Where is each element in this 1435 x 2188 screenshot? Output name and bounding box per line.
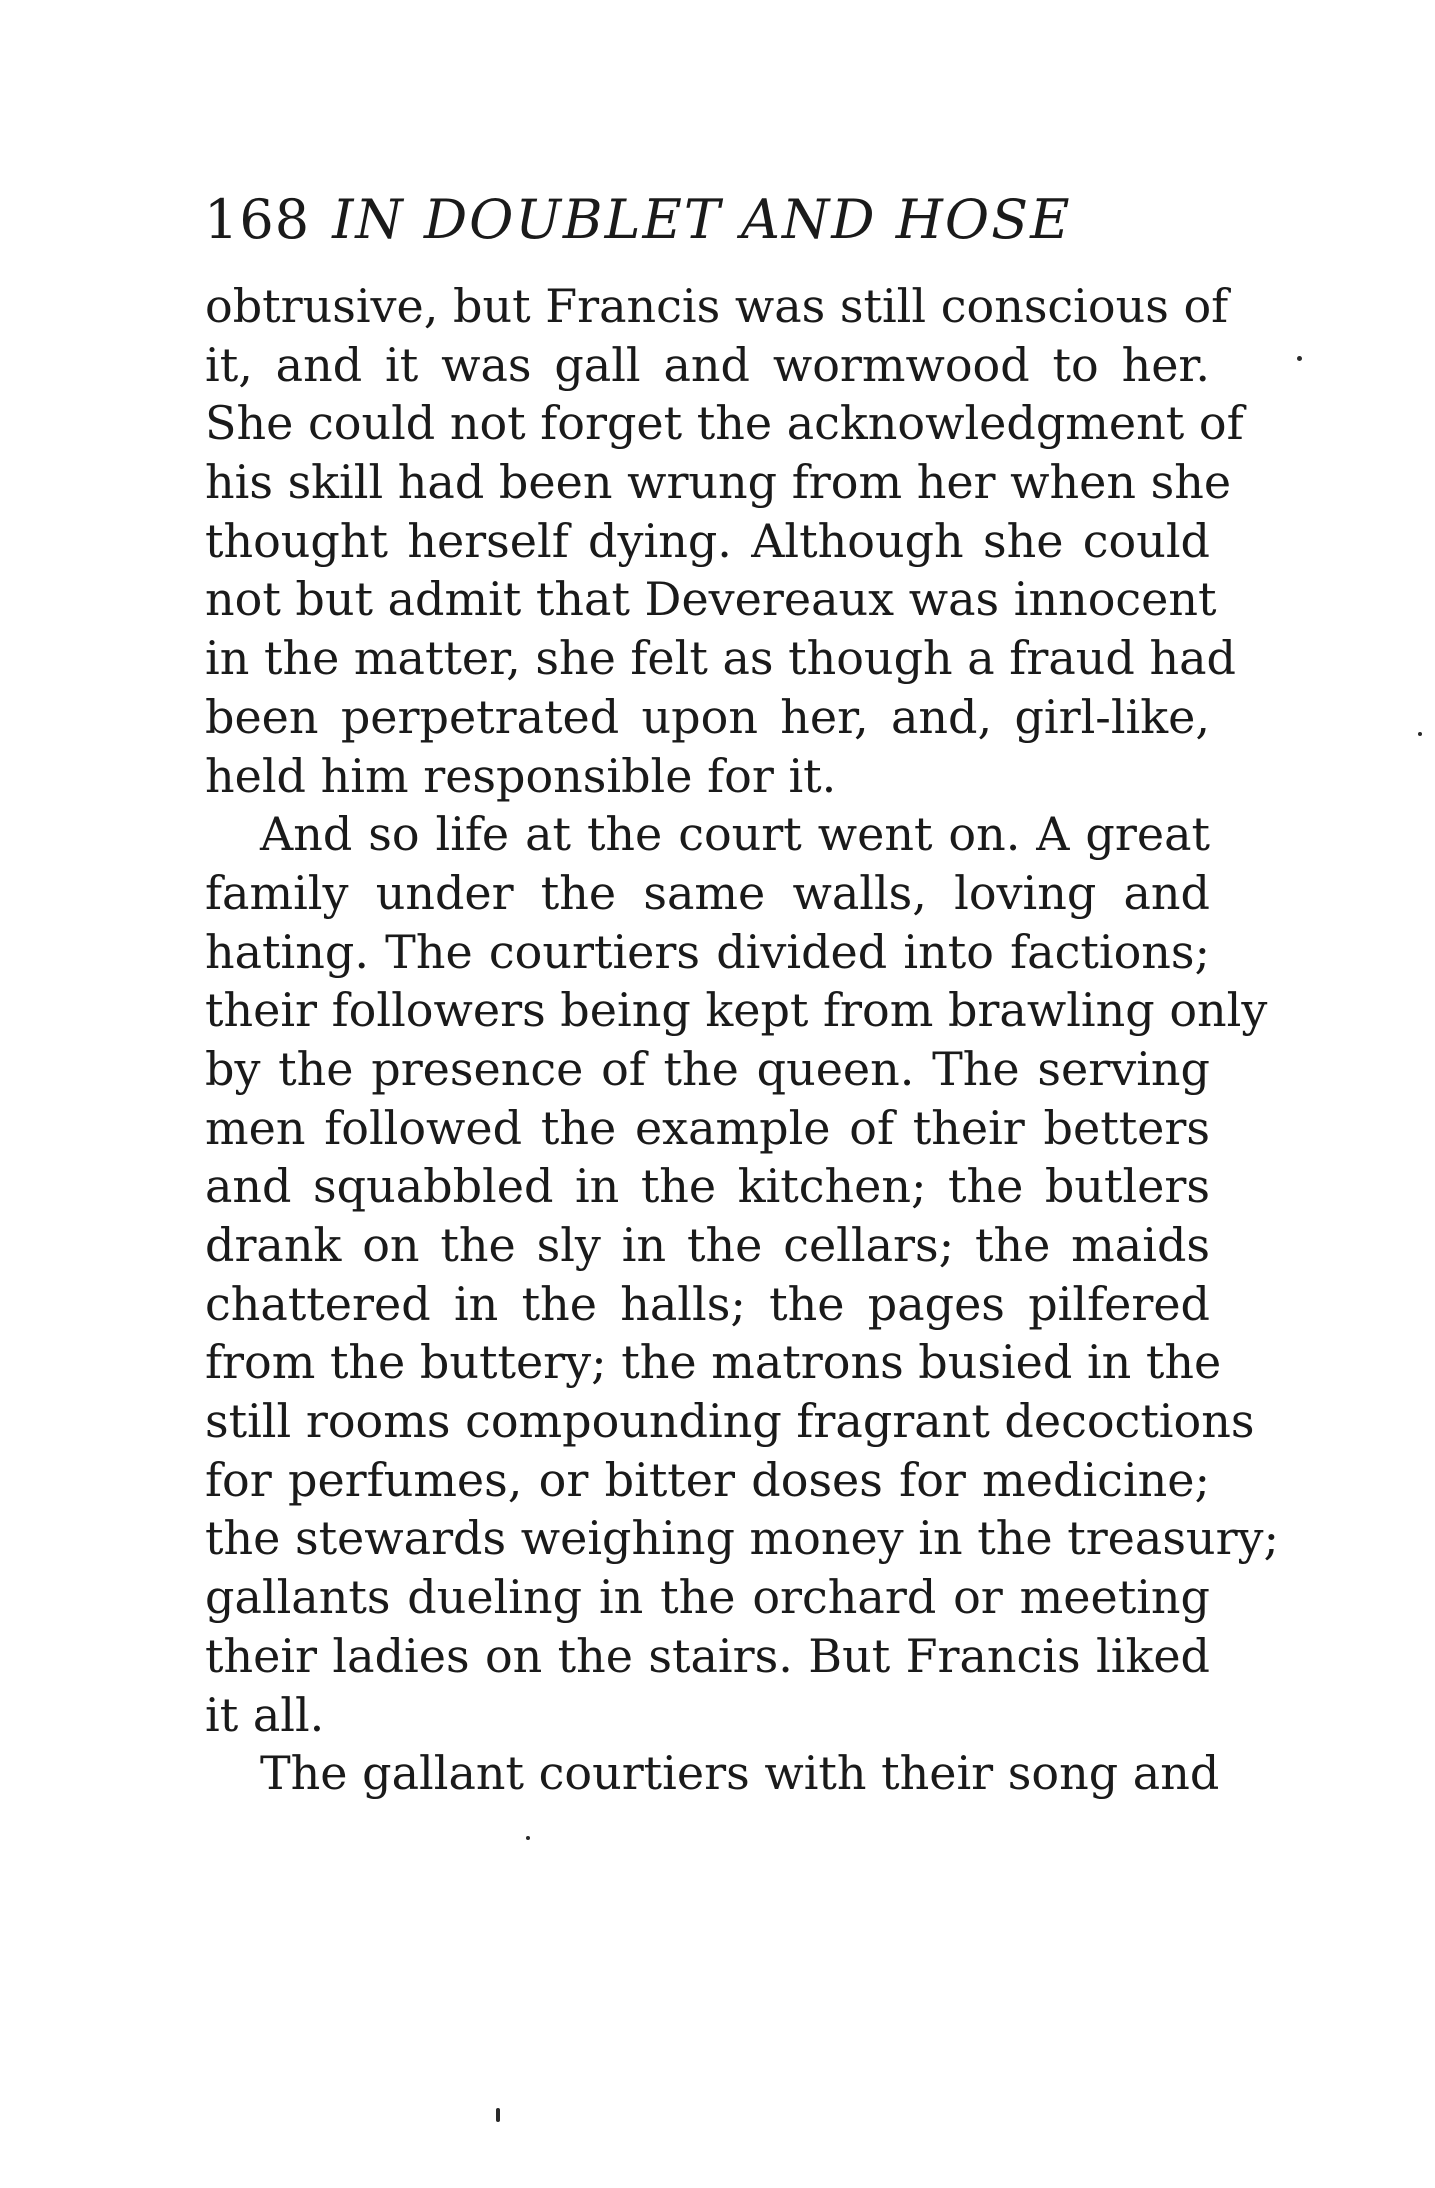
- scan-speck: [526, 1836, 530, 1840]
- text-line: for perfumes, or bitter doses for medicine;: [205, 1452, 1210, 1507]
- text-line: been perpetrated upon her, and, girl-like,: [205, 689, 1210, 744]
- running-title: IN DOUBLET AND HOSE: [332, 188, 1072, 251]
- text-line: in the matter, she felt as though a fraud had: [205, 631, 1236, 686]
- text-line: their followers being kept from brawling only: [205, 983, 1268, 1038]
- text-line: their ladies on the stairs. But Francis liked: [205, 1628, 1210, 1683]
- text-line: held him responsible for it.: [205, 748, 837, 803]
- text-line: the stewards weighing money in the treasury;: [205, 1511, 1280, 1566]
- page-header: [204, 180, 1204, 260]
- text-line: chattered in the halls; the pages pilfered: [205, 1276, 1210, 1331]
- text-line: it all.: [205, 1687, 325, 1742]
- text-line: The gallant courtiers with their song and: [260, 1746, 1220, 1801]
- text-line: thought herself dying. Although she could: [205, 513, 1210, 568]
- text-line: it, and it was gall and wormwood to her.: [205, 337, 1210, 392]
- body-text: [205, 277, 1280, 1803]
- text-line: his skill had been wrung from her when she: [205, 455, 1232, 510]
- text-line: and squabbled in the kitchen; the butlers: [205, 1159, 1210, 1214]
- text-line: gallants dueling in the orchard or meeting: [205, 1570, 1210, 1625]
- text-line: still rooms compounding fragrant decoctions: [205, 1394, 1255, 1449]
- text-line: by the presence of the queen. The serving: [205, 1041, 1210, 1096]
- text-line: family under the same walls, loving and: [205, 865, 1210, 920]
- text-line: not but admit that Devereaux was innocent: [205, 572, 1217, 627]
- page-number: 168: [204, 188, 311, 251]
- scan-speck: [496, 2108, 500, 2122]
- text-line: obtrusive, but Francis was still conscious of: [205, 279, 1229, 333]
- text-line: And so life at the court went on. A great: [260, 807, 1210, 862]
- text-line: hating. The courtiers divided into factions;: [205, 924, 1210, 979]
- text-line: She could not forget the acknowledgment of: [205, 396, 1244, 451]
- scan-speck: [1297, 356, 1302, 361]
- text-line: from the buttery; the matrons busied in the: [205, 1335, 1222, 1390]
- text-line: men followed the example of their betters: [205, 1100, 1210, 1155]
- text-line: drank on the sly in the cellars; the maids: [205, 1218, 1210, 1272]
- scan-speck: [1418, 732, 1422, 736]
